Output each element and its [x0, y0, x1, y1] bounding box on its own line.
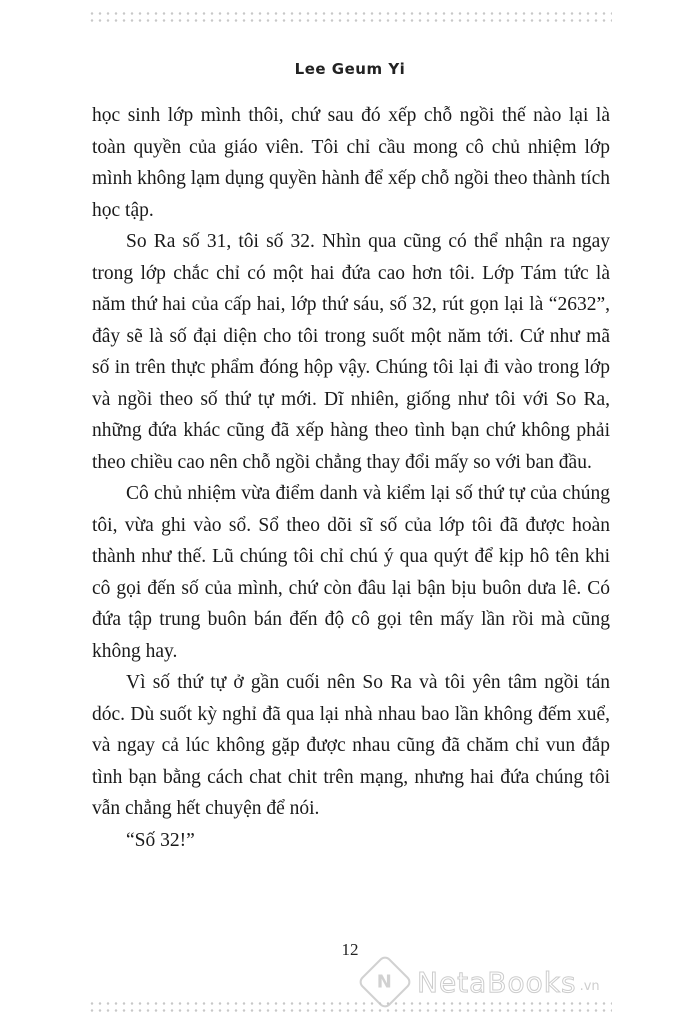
watermark [365, 962, 695, 1002]
page-body [92, 100, 610, 856]
watermark-logo-letter: N [377, 971, 393, 993]
paragraph-3: Cô chủ nhiệm vừa điểm danh và kiểm lại số thứ tự của chúng tôi, vừa ghi vào sổ. Sổ theo dõi sĩ số của lớp tôi đã được hoàn thành như thế. Lũ chúng tôi chỉ chú ý qua quýt để kịp hô tên khi cô gọi đến số của mình, chứ còn đâu lại bận bịu buôn dưa lê. Có đứa tập trung buôn bán đến độ cô gọi tên mấy lần rồi mà cũng không hay. [92, 483, 610, 662]
bottom-dotted-border [88, 1000, 612, 1014]
page-number: 12 [341, 940, 359, 959]
watermark-suffix: .vn [579, 979, 600, 994]
paragraph-5: “Số 32!” [126, 829, 195, 851]
paragraph-2: So Ra số 31, tôi số 32. Nhìn qua cũng có thể nhận ra ngay trong lớp chắc chỉ có một hai đứa cao hơn tôi. Lớp Tám tức là năm thứ hai của cấp hai, lớp thứ sáu, số 32, rút gọn lại là “2632”, đây sẽ là số đại diện cho tôi trong suốt một năm tới. Cứ như mã số in trên thực phẩm đóng hộp vậy. Chúng tôi lại đi vào trong lớp và ngồi theo số thứ tự mới. Dĩ nhiên, giống như tôi với So Ra, những đứa khác cũng đã xếp hàng theo tình bạn chứ không phải theo chiều cao nên chỗ ngồi chẳng thay đổi mấy so với ban đầu. [92, 231, 610, 473]
paragraph-4: Vì số thứ tự ở gần cuối nên So Ra và tôi yên tâm ngồi tán dóc. Dù suốt kỳ nghỉ đã qua lại nhà nhau bao lần không đếm xuể, và ngay cả lúc không gặp được nhau cũng đã chăm chỉ vun đắp tình bạn bằng cách chat chit trên mạng, nhưng hai đứa chúng tôi vẫn chẳng hết chuyện để nói. [92, 672, 610, 819]
running-header-author: Lee Geum Yi [294, 60, 406, 78]
watermark-text: NetaBooks [417, 965, 577, 999]
top-dotted-border [88, 10, 612, 24]
paragraph-1: học sinh lớp mình thôi, chứ sau đó xếp chỗ ngồi thế nào lại là toàn quyền của giáo viên. Tôi chỉ cầu mong cô chủ nhiệm lớp mình không lạm dụng quyền hành để xếp chỗ ngồi theo thành tích học tập. [92, 105, 610, 221]
